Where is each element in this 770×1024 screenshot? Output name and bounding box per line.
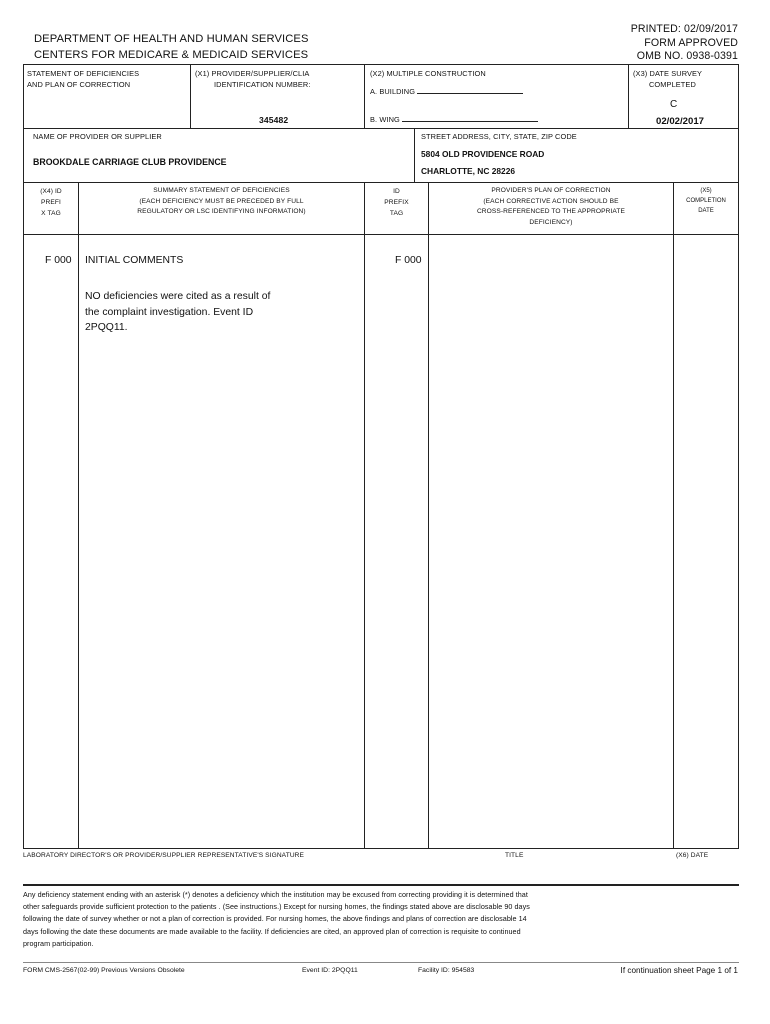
statement-label-2: AND PLAN OF CORRECTION: [27, 80, 131, 89]
notice-line-2: other safeguards provide sufficient protection to the patients . (See instructions.) Except for nursing homes, the findings stated above are disclosable 90 days: [23, 902, 530, 912]
footer-event-id: Event ID: 2PQQ11: [302, 967, 358, 974]
printed-date: PRINTED: 02/09/2017: [630, 23, 738, 35]
plan-entry-tag: F 000: [395, 255, 422, 266]
entry-tag: F 000: [45, 255, 72, 266]
notice-line-4: days following the date these documents are made available to the facility. If deficiencies are cited, an approved plan of correction is requisite to continued: [23, 926, 521, 936]
x1-label-1: (X1) PROVIDER/SUPPLIER/CLIA: [195, 69, 310, 78]
notice-line-1: Any deficiency statement ending with an asterisk (*) denotes a deficiency which the institution may be excused from correcting providing it is determined that: [23, 890, 528, 899]
summary-header: [79, 186, 364, 218]
plan-header-line-1: PROVIDER'S PLAN OF CORRECTION: [491, 187, 611, 194]
x5-header-line-1: (X5): [700, 188, 712, 194]
x5-header-line-2: COMPLETION: [686, 198, 726, 204]
address-line-1: 5804 OLD PROVIDENCE ROAD: [421, 149, 545, 159]
plan-header-line-3: CROSS-REFERENCED TO THE APPROPRIATE: [476, 208, 626, 215]
statement-label-1: STATEMENT OF DEFICIENCIES: [27, 69, 140, 78]
signature-label: LABORATORY DIRECTOR'S OR PROVIDER/SUPPLIER REPRESENTATIVE'S SIGNATURE: [23, 852, 305, 859]
address-label: STREET ADDRESS, CITY, STATE, ZIP CODE: [421, 132, 577, 141]
summary-header-line-1: SUMMARY STATEMENT OF DEFICIENCIES: [153, 187, 290, 194]
entry-body-line-1: NO deficiencies were cited as a result of: [85, 291, 271, 302]
department-line-1: DEPARTMENT OF HEALTH AND HUMAN SERVICES: [34, 33, 309, 45]
id-header-line-2: PREFIX: [384, 199, 409, 206]
plan-header-line-2: (EACH CORRECTIVE ACTION SHOULD BE: [483, 197, 619, 205]
notice-line-3: following the date of survey whether or not a plan of correction is provided. For nursing homes, the above findings and plans of correction are disclosable 14: [23, 914, 527, 924]
notice-line-5: program participation.: [23, 938, 94, 948]
x4-header: [24, 186, 78, 219]
x4-header-line-2: PREFI: [41, 199, 61, 206]
id-header-line-1: ID: [393, 188, 400, 195]
survey-completed-date: 02/02/2017: [656, 116, 705, 127]
id-header-line-3: TAG: [389, 210, 404, 217]
form-approved: FORM APPROVED: [644, 37, 738, 49]
deficiency-notice: [23, 889, 530, 950]
signature-divider: [23, 884, 739, 886]
x3-label-1: (X3) DATE SURVEY: [633, 69, 703, 78]
form-number: FORM CMS-2567(02-99) Previous Versions Obsolete: [23, 967, 185, 974]
department-line-2: CENTERS FOR MEDICARE & MEDICAID SERVICES: [34, 49, 309, 61]
x6-date-label: (X6) DATE: [676, 852, 709, 859]
id-prefix-header: [365, 186, 428, 219]
building-blank: [417, 86, 523, 94]
page-indicator: If continuation sheet Page 1 of 1: [620, 966, 738, 975]
plan-header: [429, 186, 673, 228]
x1-label-2: IDENTIFICATION NUMBER:: [214, 80, 311, 89]
title-label: TITLE: [505, 852, 524, 859]
x3-label-2: COMPLETED: [649, 80, 696, 89]
x5-header-line-3: DATE: [698, 208, 714, 214]
summary-header-line-3: REGULATORY OR LSC IDENTIFYING INFORMATION): [137, 208, 306, 215]
wing-blank: [402, 114, 538, 122]
address-line-2: CHARLOTTE, NC 28226: [421, 166, 516, 176]
summary-header-line-2: (EACH DEFICIENCY MUST BE PRECEDED BY FULL: [139, 197, 304, 205]
entry-body: [85, 289, 270, 336]
provider-id-number: 345482: [259, 115, 289, 125]
x2-label: (X2) MULTIPLE CONSTRUCTION: [370, 69, 486, 78]
building-row: [370, 86, 523, 96]
footer-divider: [23, 962, 739, 963]
provider-name: BROOKDALE CARRIAGE CLUB PROVIDENCE: [33, 157, 227, 167]
entry-title: INITIAL COMMENTS: [85, 255, 184, 266]
wing-row: [370, 114, 538, 124]
x5-header: [674, 186, 738, 216]
omb-number: OMB NO. 0938-0391: [636, 50, 738, 62]
entry-body-line-3: 2PQQ11.: [85, 322, 128, 333]
provider-name-label: NAME OF PROVIDER OR SUPPLIER: [33, 132, 162, 141]
plan-header-line-4: DEFICIENCY): [529, 218, 573, 226]
x4-header-line-1: (X4) ID: [40, 188, 62, 195]
x4-header-line-3: X TAG: [41, 210, 61, 217]
entry-body-line-2: the complaint investigation. Event ID: [85, 306, 254, 318]
footer-facility-id: Facility ID: 954583: [418, 967, 475, 974]
survey-code: C: [670, 99, 678, 110]
wing-label: B. WING: [370, 115, 400, 124]
building-label: A. BUILDING: [370, 87, 416, 96]
